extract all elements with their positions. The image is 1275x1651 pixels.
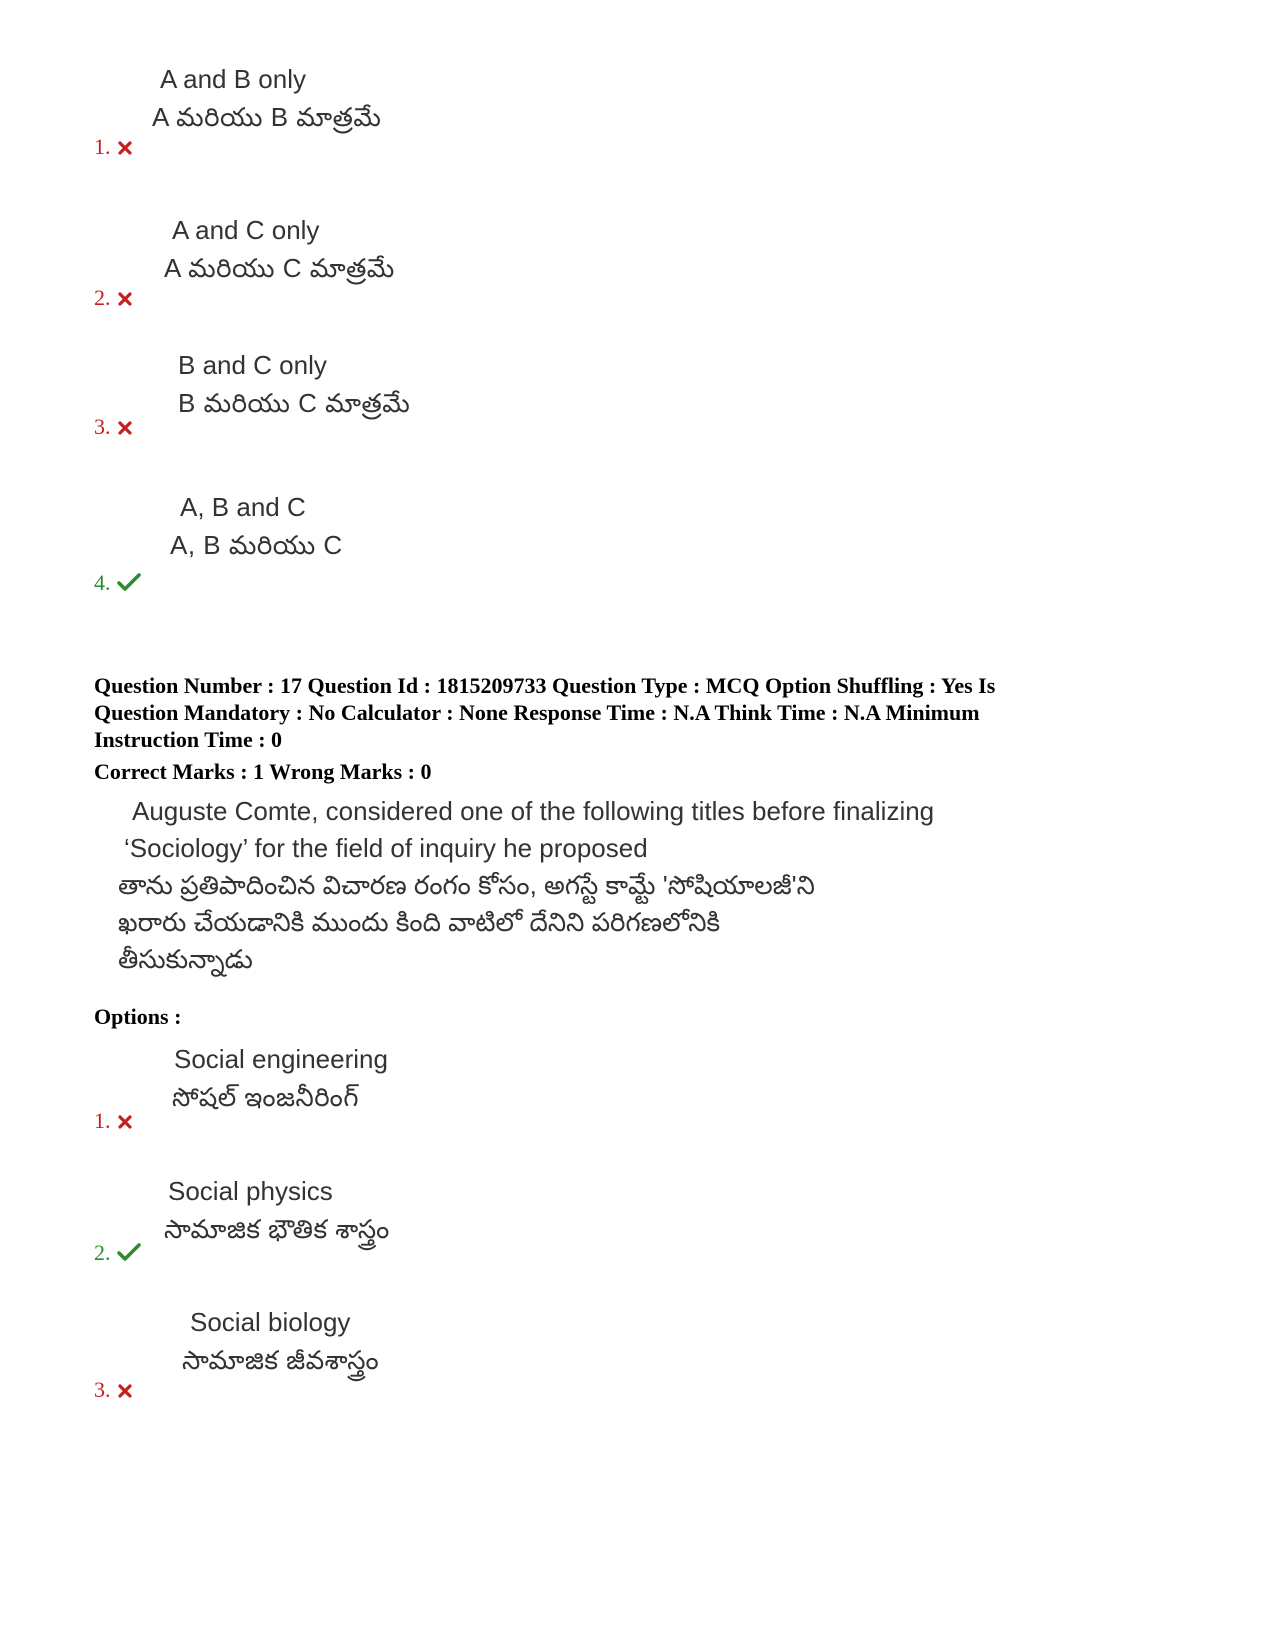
option-text-en: A, B and C [180, 492, 306, 522]
question-text-te: తాను ప్రతిపాదించిన విచారణ రంగం కోసం, అగస్టే కామ్టే 'సోషియాలజీ'ని [118, 870, 815, 900]
question-marks: Correct Marks : 1 Wrong Marks : 0 [94, 759, 432, 784]
option-image [164, 1172, 390, 1248]
option-item [94, 1040, 994, 1150]
option-text-te: B మరియు C మాత్రమే [178, 388, 411, 418]
option-number [94, 570, 141, 598]
option-number-label: 4. [94, 570, 111, 595]
option-image [152, 60, 381, 136]
option-image [164, 211, 395, 287]
option-item [94, 60, 994, 170]
option-item [94, 346, 994, 456]
option-image [170, 488, 343, 564]
question-meta-line: Question Mandatory : No Calculator : None Response Time : N.A Think Time : N.A Minimum [94, 700, 980, 725]
option-text-en: Social biology [190, 1307, 351, 1337]
option-text-en: Social physics [168, 1176, 333, 1206]
option-image [178, 346, 410, 422]
option-text-te: సామాజిక భౌతిక శాస్త్రం [164, 1214, 390, 1244]
option-text-en: A and C only [172, 215, 320, 245]
cross-icon [117, 136, 133, 162]
option-number-label: 1. [94, 134, 111, 159]
option-number [94, 1377, 133, 1405]
check-icon [117, 1242, 141, 1268]
option-number [94, 285, 133, 313]
question-meta-line: Instruction Time : 0 [94, 727, 283, 752]
option-text-te: A, B మరియు C [170, 530, 343, 560]
question-text-en: Auguste Comte, considered one of the following titles before finalizing [132, 796, 935, 826]
option-item [94, 1172, 994, 1282]
option-number-label: 2. [94, 285, 111, 310]
option-text-te: సోషల్ ఇంజనీరింగ్ [172, 1082, 360, 1112]
question-text-te: తీసుకున్నాడు [118, 944, 253, 974]
option-number-label: 3. [94, 1377, 111, 1402]
option-text-te: సామాజిక జీవశాస్త్రం [182, 1345, 380, 1375]
option-text-te: A మరియు B మాత్రమే [152, 102, 382, 132]
option-text-en: A and B only [160, 64, 306, 94]
option-number [94, 1240, 141, 1268]
question-text-en: ‘Sociology’ for the field of inquiry he proposed [124, 833, 648, 863]
option-number [94, 414, 133, 442]
question-meta [94, 672, 1194, 753]
option-item [94, 1303, 994, 1413]
question-text-te: ఖరారు చేయడానికి ముందు కింది వాటిలో దేనిని పరిగణలోనికి [118, 907, 721, 937]
question-meta-line: Question Number : 17 Question Id : 1815209733 Question Type : MCQ Option Shuffling : Yes Is [94, 673, 996, 698]
option-number-label: 1. [94, 1108, 111, 1133]
question-text [118, 793, 1118, 978]
option-item [94, 488, 994, 598]
option-text-en: Social engineering [174, 1044, 388, 1074]
options-label: Options : [94, 1004, 182, 1029]
option-number [94, 1108, 133, 1136]
cross-icon [117, 1379, 133, 1405]
option-text-te: A మరియు C మాత్రమే [164, 253, 395, 283]
check-icon [117, 572, 141, 598]
cross-icon [117, 416, 133, 442]
option-item [94, 211, 994, 321]
option-number [94, 134, 133, 162]
cross-icon [117, 1110, 133, 1136]
option-number-label: 2. [94, 1240, 111, 1265]
option-text-en: B and C only [178, 350, 327, 380]
cross-icon [117, 287, 133, 313]
option-number-label: 3. [94, 414, 111, 439]
option-image [172, 1040, 388, 1116]
option-image [182, 1303, 379, 1379]
